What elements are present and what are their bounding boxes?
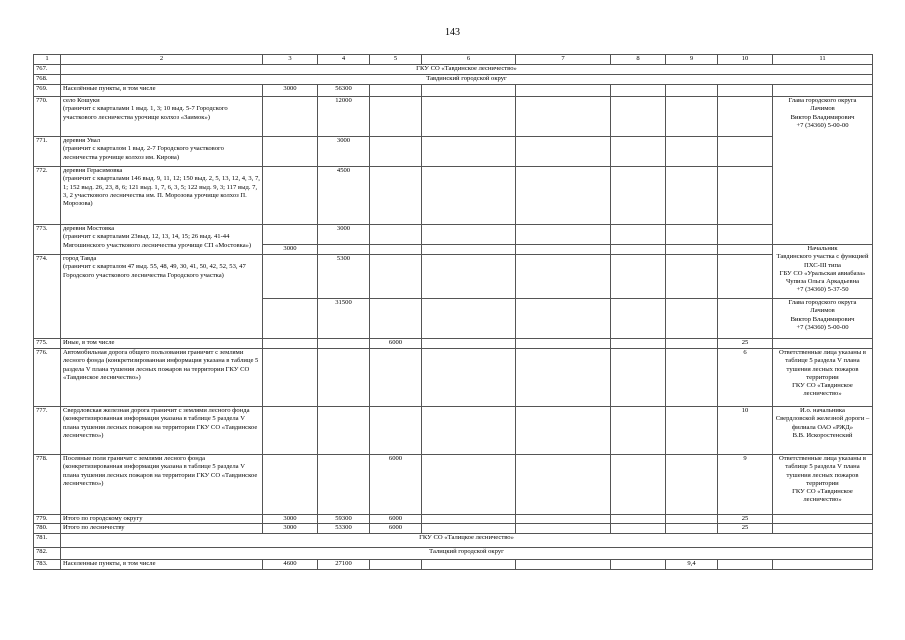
contact-cell: И.о. начальника Свердловской железной дороги – филиала ОАО «РЖД» В.В. Искоростенский: [773, 407, 873, 455]
cell-value: 9,4: [666, 559, 718, 569]
col-header: 8: [611, 55, 666, 65]
row-name: Итого по городскому округу: [61, 515, 263, 524]
row-name: город Тавда (граничит с кварталом 47 выд. 55, 48, 49, 30, 41, 50, 42, 52, 53, 47 Городского участкового лесничества Городского участка): [61, 255, 263, 339]
row-name: деревня Мостовка (граничит с кварталами 23выд. 12, 13, 14, 15; 26 выд. 41-44 Мягошинского участкового лесничества урочище СП «Мостовка»): [61, 225, 263, 255]
cell-value: 59300: [318, 515, 370, 524]
col-header: 7: [516, 55, 611, 65]
row-number: 780.: [34, 524, 61, 533]
contact-cell: Начальник Тавдинского участка с функцией ПХС-III типа ГБУ СО «Уральская авиабаза» Чупиза Ольга Аркадьевна +7 (34360) 5-37-50: [773, 245, 873, 299]
col-header: 2: [61, 55, 263, 65]
col-header: 11: [773, 55, 873, 65]
table-row: [34, 255, 873, 299]
row-name: Населенные пункты, в том числе: [61, 559, 263, 569]
cell-value: 9: [718, 455, 773, 515]
cell-value: 3000: [263, 524, 318, 533]
cell-value: 3000: [263, 85, 318, 97]
cell-value: 6: [718, 349, 773, 407]
col-header: 9: [666, 55, 718, 65]
row-number: 774.: [34, 255, 61, 339]
cell-value: 6000: [370, 515, 422, 524]
row-name: деревня Герасимовка (граничит с кварталами 146 выд. 9, 11, 12; 150 выд. 2, 5, 13, 12, 4, 3, 7, 1; 152 выд. 26, 23, 8, 6; 121 выд. 1, 7, 6, 3, 5; 122 выд. 9, 3; 117 выд. 7, 3, 2 участкового лесничества им. П. Морозова урочище колхоз П. Морозова): [61, 167, 263, 225]
cell-value: 6000: [370, 455, 422, 515]
contact-cell: Глава городского округа Лачимов Виктор Владимирович +7 (34360) 5-00-00: [773, 97, 873, 245]
cell-value: 6000: [370, 524, 422, 533]
row-number: 775.: [34, 339, 61, 349]
row-number: 783.: [34, 559, 61, 569]
cell-value: 31500: [318, 299, 370, 339]
table-row: [34, 339, 873, 349]
row-number: 771.: [34, 137, 61, 167]
row-number: 768.: [34, 75, 61, 85]
row-number: 772.: [34, 167, 61, 225]
cell-value: 10: [718, 407, 773, 455]
table-row: [34, 455, 873, 515]
cell-value: 5300: [318, 255, 370, 299]
row-name: Посевные поля граничат с землями лесного фонда (конкретизированная информация указана в таблице 5 раздела V плана тушения лесных пожаров на территории ГКУ СО «Тавдинское лесничество»): [61, 455, 263, 515]
table-row: [34, 75, 873, 85]
col-header: 10: [718, 55, 773, 65]
table-row: [34, 547, 873, 559]
cell-value: 3000: [318, 225, 370, 245]
col-header: 1: [34, 55, 61, 65]
row-number: 781.: [34, 533, 61, 547]
row-name: село Кошуки (граничит с кварталами 1 выд. 1, 3; 10 выд. 5-7 Городского участкового лесничества урочище колхоз «Заимок»): [61, 97, 263, 137]
cell-value: 3000: [263, 245, 318, 255]
table-row: [34, 137, 873, 167]
cell-value: 6000: [370, 339, 422, 349]
row-name: деревня Увал (граничит с кварталом 1 выд. 2-7 Городского участкового лесничества урочище колхоз им. Кирова): [61, 137, 263, 167]
row-number: 777.: [34, 407, 61, 455]
row-name: Свердловская железная дорога граничит с землями лесного фонда (конкретизированная информация указана в таблице 5 раздела V плана тушения лесных пожаров на территории ГКУ СО «Тавдинское лесничество»): [61, 407, 263, 455]
table-row: [34, 533, 873, 547]
col-header: 3: [263, 55, 318, 65]
cell-value: 25: [718, 339, 773, 349]
table-row: [34, 407, 873, 455]
row-number: 776.: [34, 349, 61, 407]
table-row: [34, 65, 873, 75]
row-name: Иные, в том числе: [61, 339, 263, 349]
cell-value: 27100: [318, 559, 370, 569]
row-name: Автомобильная дорога общего пользования граничит с землями лесного фонда (конкретизированная информация указана в таблице 5 раздела V плана тушения лесных пожаров на территории ГКУ СО «Тавдинское лесничество»): [61, 349, 263, 407]
page-number: 143: [445, 27, 460, 38]
cell-value: 3000: [318, 137, 370, 167]
row-number: 769.: [34, 85, 61, 97]
district-title: Талицкий городской округ: [61, 547, 873, 559]
table-row: [34, 515, 873, 524]
row-number: 770.: [34, 97, 61, 137]
table-row: [34, 349, 873, 407]
table-row: [34, 524, 873, 533]
contact-cell: Ответственные лица указаны в таблице 5 раздела V плана тушения лесных пожаров территории ГКУ СО «Тавдинское лесничество»: [773, 349, 873, 407]
row-name: Итого по лесничеству: [61, 524, 263, 533]
cell-value: 4600: [263, 559, 318, 569]
cell-value: 53300: [318, 524, 370, 533]
fire-plan-table: [33, 54, 873, 570]
row-number: 778.: [34, 455, 61, 515]
header-row: [34, 55, 873, 65]
district-title: Тавдинский городской округ: [61, 75, 873, 85]
row-number: 779.: [34, 515, 61, 524]
cell-value: 25: [718, 524, 773, 533]
col-header: 6: [422, 55, 516, 65]
contact-cell: Глава городского округа Лачимов Виктор Владимирович +7 (34360) 5-00-00: [773, 299, 873, 339]
contact-cell: Ответственные лица указаны в таблице 5 раздела V плана тушения лесных пожаров территории ГКУ СО «Тавдинское лесничество»: [773, 455, 873, 515]
forestry-title: ГКУ СО «Талицкое лесничество»: [61, 533, 873, 547]
cell-value: 4500: [318, 167, 370, 225]
row-number: 782.: [34, 547, 61, 559]
row-name: Населённые пункты, в том числе: [61, 85, 263, 97]
col-header: 5: [370, 55, 422, 65]
table-row: [34, 225, 873, 245]
forestry-title: ГКУ СО «Тавдинское лесничество»: [61, 65, 873, 75]
row-number: 767.: [34, 65, 61, 75]
cell-value: 3000: [263, 515, 318, 524]
col-header: 4: [318, 55, 370, 65]
cell-value: 56300: [318, 85, 370, 97]
table-row: [34, 97, 873, 137]
row-number: 773.: [34, 225, 61, 255]
table-row: [34, 167, 873, 225]
cell-value: 25: [718, 515, 773, 524]
table-row: [34, 85, 873, 97]
table-row: [34, 559, 873, 569]
cell-value: 12000: [318, 97, 370, 137]
